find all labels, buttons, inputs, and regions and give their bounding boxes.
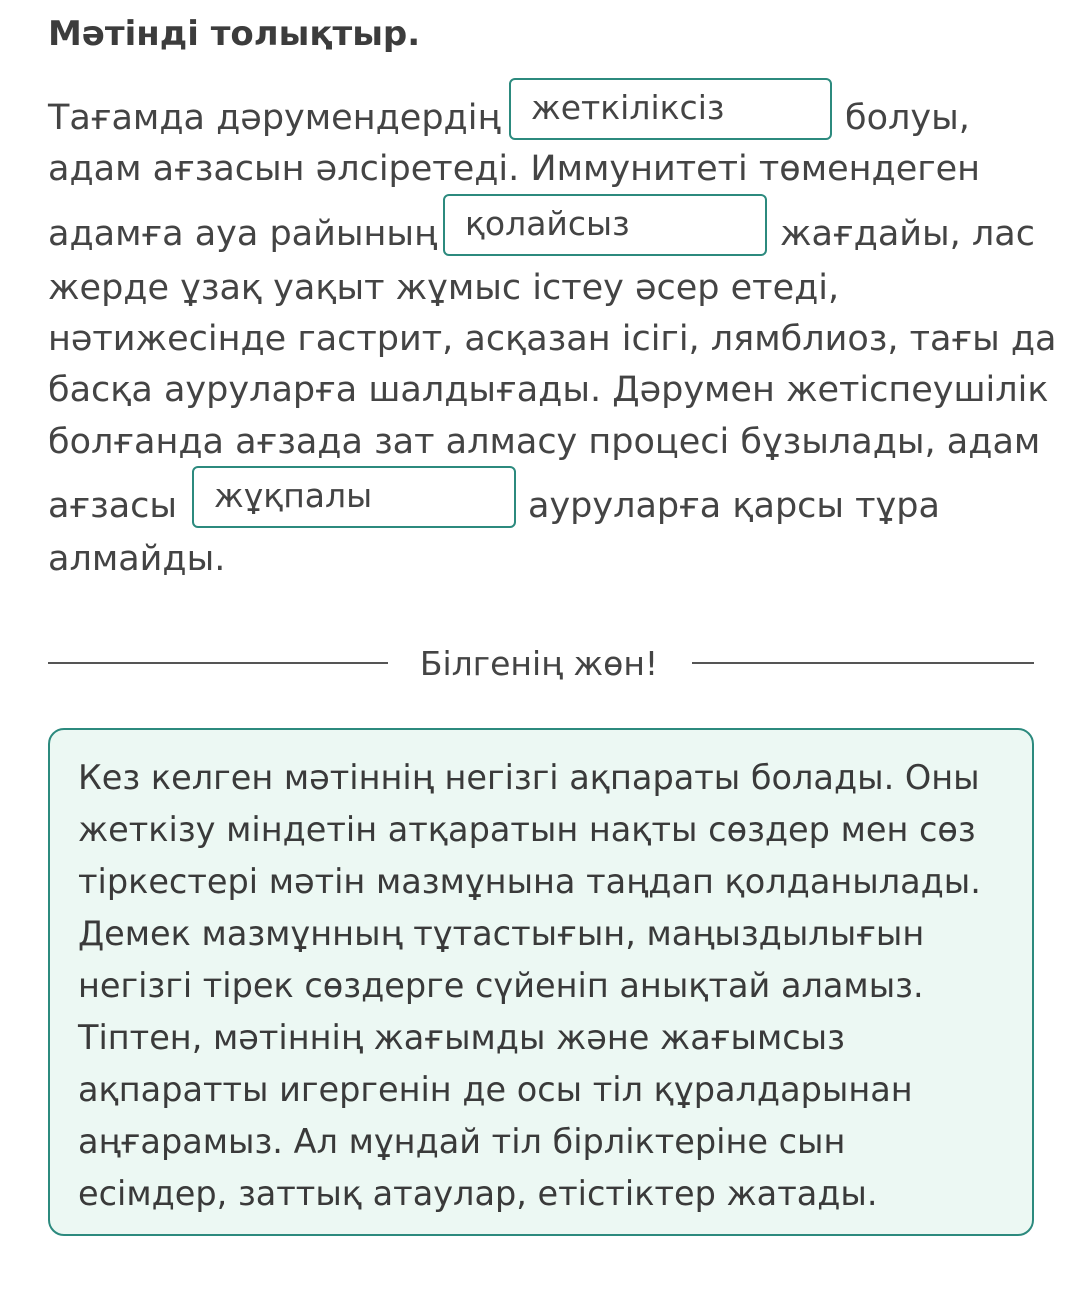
blank-input-3[interactable]: жұқпалы — [192, 466, 516, 528]
tip-line: тіркестері мәтін мазмұнына таңдап қолданылады. — [78, 862, 981, 901]
tip-line: Тіптен, мәтіннің жағымды және жағымсыз — [78, 1018, 845, 1057]
text-line: ағзасы — [48, 486, 178, 526]
tip-line: Демек мазмұнның тұтастығын, маңыздылығын — [78, 914, 925, 953]
text-line: жағдайы, лас — [780, 214, 1035, 254]
tip-line: негізгі тірек сөздерге сүйеніп анықтай аламыз. — [78, 966, 924, 1005]
tip-line: Кез келген мәтіннің негізгі ақпараты болады. Оны — [78, 758, 980, 797]
text-line: Тағамда дәрумендердің — [48, 98, 501, 138]
page-title: Мәтінді толықтыр. — [48, 14, 421, 54]
divider-line-right — [692, 662, 1034, 664]
tip-line: аңғарамыз. Ал мұндай тіл бірліктеріне сын — [78, 1122, 846, 1161]
text-line: болғанда ағзада зат алмасу процесі бұзылады, адам — [48, 422, 1041, 462]
tip-line: ақпаратты игергенін де осы тіл құралдарынан — [78, 1070, 913, 1109]
tip-heading: Білгенің жөн! — [419, 644, 659, 683]
blank-input-1[interactable]: жеткіліксіз — [509, 78, 832, 140]
text-line: алмайды. — [48, 539, 226, 579]
text-line: адамға ауа райының — [48, 214, 438, 254]
blank-input-2[interactable]: қолайсыз — [443, 194, 767, 256]
text-line: болуы, — [845, 98, 970, 138]
text-line: нәтижесінде гастрит, асқазан ісігі, лямблиоз, тағы да — [48, 319, 1057, 359]
text-line: жерде ұзақ уақыт жұмыс істеу әсер етеді, — [48, 268, 840, 308]
text-line: адам ағзасын әлсіретеді. Иммунитеті төмендеген — [48, 149, 981, 189]
text-line: басқа ауруларға шалдығады. Дәрумен жетіспеушілік — [48, 370, 1049, 410]
tip-line: есімдер, заттық атаулар, етістіктер жатады. — [78, 1174, 878, 1213]
text-line: ауруларға қарсы тұра — [528, 486, 940, 526]
tip-box — [48, 728, 1034, 1236]
divider-line-left — [48, 662, 388, 664]
tip-line: жеткізу міндетін атқаратын нақты сөздер мен сөз — [78, 810, 976, 849]
